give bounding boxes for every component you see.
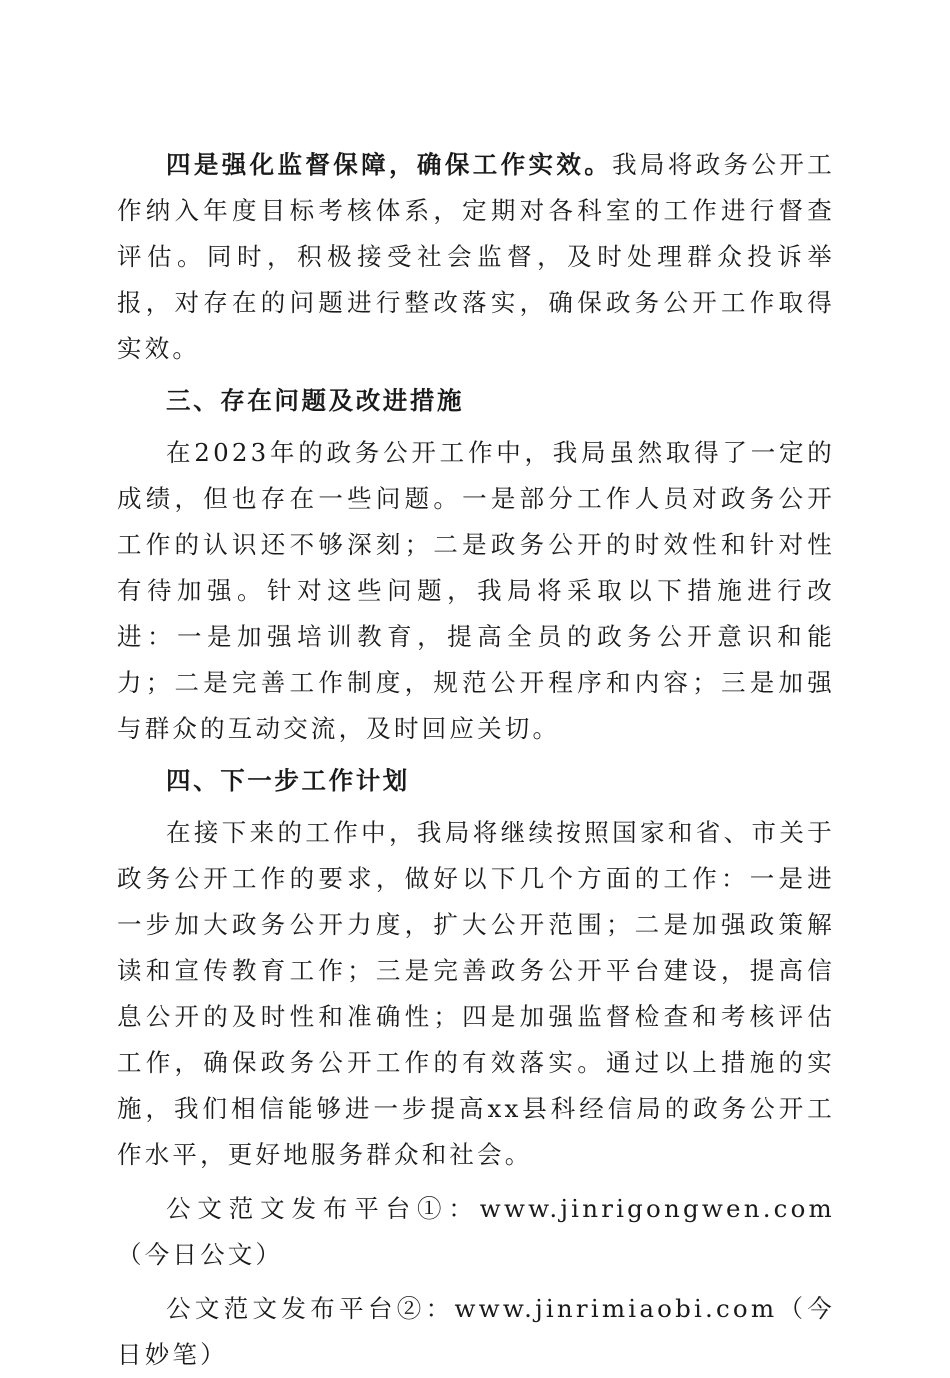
paragraph-text: 我局将政务公开工作纳入年度目标考核体系，定期对各科室的工作进行督查评估。同时，积极接受社会监督，及时处理群众投诉举报，对存在的问题进行整改落实，确保政务公开工作取得实效。 [117,150,835,363]
document-body [117,142,835,1378]
section-heading-next-plan: 四、下一步工作计划 [166,766,410,795]
section-heading-problems: 三、存在问题及改进措施 [166,386,465,415]
platform-link-1: 公文范文发布平台①：www.jinrigongwen.com（今日公文） [117,1194,835,1269]
paragraph-supervision [117,142,835,372]
paragraph-lead: 四是强化监督保障，确保工作实效。 [166,150,613,179]
platform-link-2: 公文范文发布平台②：www.jinrimiaobi.com（今日妙笔） [117,1294,835,1369]
paragraph-next-plan: 在接下来的工作中，我局将继续按照国家和省、市关于政务公开工作的要求，做好以下几个方面的工作：一是进一步加大政务公开力度，扩大公开范围；二是加强政策解读和宣传教育工作；三是完善政务公开平台建设，提高信息公开的及时性和准确性；四是加强监督检查和考核评估工作，确保政务公开工作的有效落实。通过以上措施的实施，我们相信能够进一步提高xx县科经信局的政务公开工作水平，更好地服务群众和社会。 [117,818,835,1169]
paragraph-problems: 在2023年的政务公开工作中，我局虽然取得了一定的成绩，但也存在一些问题。一是部分工作人员对政务公开工作的认识还不够深刻；二是政务公开的时效性和针对性有待加强。针对这些问题，我局将采取以下措施进行改进：一是加强培训教育，提高全员的政务公开意识和能力；二是完善工作制度，规范公开程序和内容；三是加强与群众的互动交流，及时回应关切。 [117,438,835,743]
